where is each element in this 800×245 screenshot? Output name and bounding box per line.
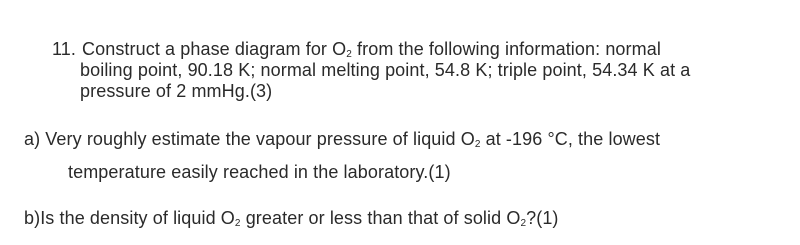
question-intro-line-2: boiling point, 90.18 K; normal melting point, 54.8 K; triple point, 54.34 K at a [80,60,691,80]
question-intro-line-1 [52,38,661,60]
part-a-text-1b: at -196 °C, the lowest [480,129,661,149]
oxygen-subscript: 2 [346,49,352,60]
part-b-line [24,207,559,229]
question-number: 11. [52,39,76,59]
part-b-text-c: ?(1) [526,208,559,228]
part-b-text-b: greater or less than that of solid O [240,208,521,228]
oxygen-subscript: 2 [234,218,241,229]
intro-text-1a: Construct a phase diagram for O [82,39,347,59]
oxygen-subscript: 2 [474,139,481,150]
oxygen-subscript: 2 [520,218,527,229]
intro-text-1b: from the following information: normal [351,39,661,59]
question-intro-line-3: pressure of 2 mmHg.(3) [80,81,273,101]
part-b-text-a: b)Is the density of liquid O [24,208,235,228]
part-a-text-1a: a) Very roughly estimate the vapour pressure of liquid O [24,129,475,149]
part-a-line-1 [24,128,660,150]
part-a-line-2: temperature easily reached in the laboratory.(1) [68,162,451,182]
